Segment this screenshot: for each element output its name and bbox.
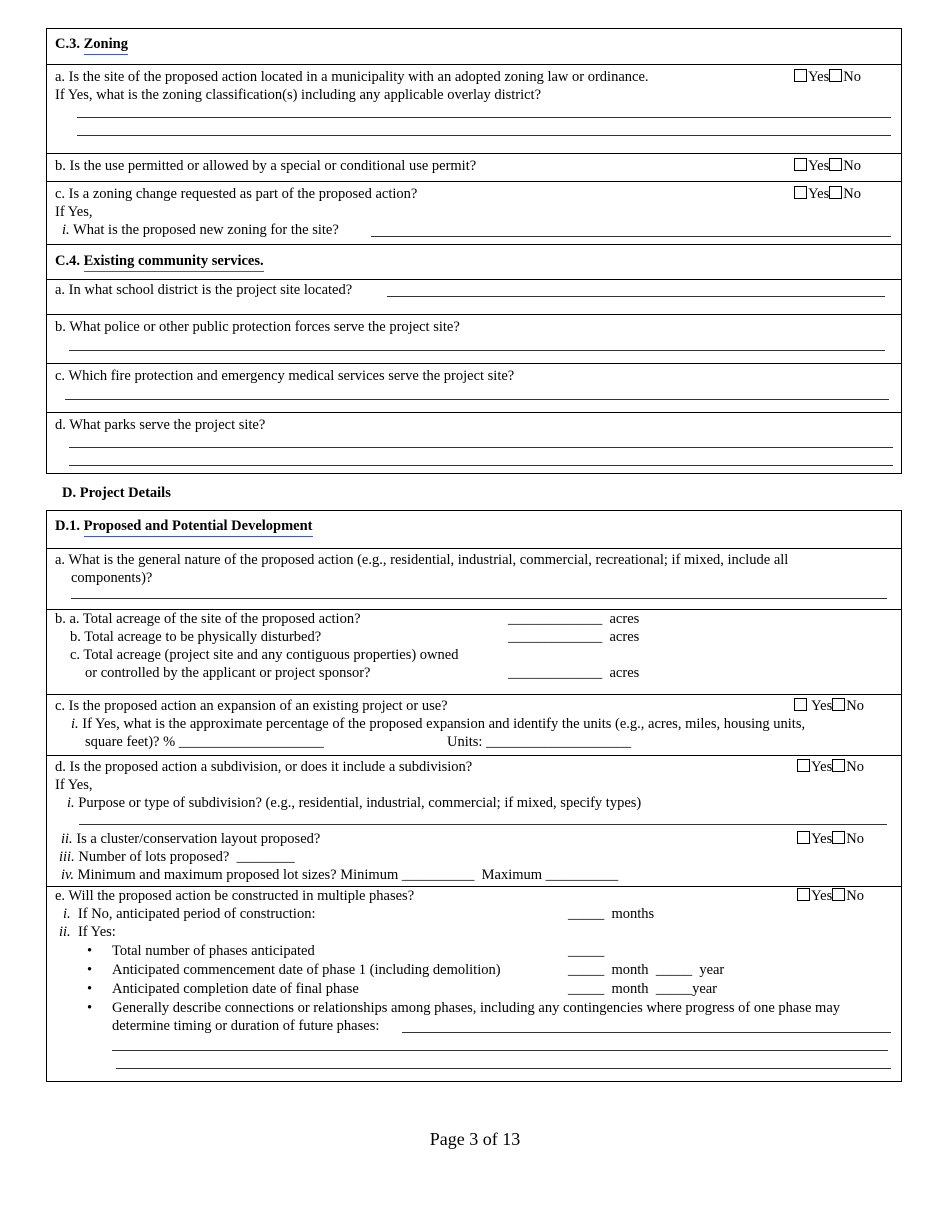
d1-a-question: a. What is the general nature of the proposed action (e.g., residential, industrial, commercial, recreational; if mixed, include all [55, 552, 789, 568]
d1-c-question: c. Is the proposed action an expansion of an existing project or use? [55, 698, 448, 714]
d1-c-units-label: Units: [447, 734, 483, 750]
d1-d-i [67, 794, 641, 812]
c3-b-no-checkbox[interactable] [829, 158, 842, 171]
d1-d-iii [59, 848, 295, 866]
d1-d-min-lot-input[interactable]: __________ [401, 867, 475, 883]
no-label: No [843, 69, 861, 85]
yes-label: Yes [811, 888, 833, 904]
acres-input[interactable]: _____________ [508, 629, 603, 645]
d1-number: D.1. [55, 518, 80, 534]
d1-question-a [47, 548, 901, 609]
yes-label: Yes [808, 158, 830, 174]
d1-b-a-question: b. a. Total acreage of the site of the proposed action? [55, 611, 361, 627]
d1-e-phases-label: Total number of phases anticipated [112, 943, 315, 959]
d1-question-e [47, 886, 901, 1082]
d1-e-commencement-year-input[interactable]: _____ [655, 962, 693, 978]
d1-a-question-cont: components)? [71, 570, 153, 586]
d1-e-i-question: If No, anticipated period of construction: [77, 906, 316, 922]
d1-b-c-acres [508, 664, 639, 682]
d1-d-if-yes: If Yes, [55, 777, 93, 793]
no-label: No [846, 698, 864, 714]
c3-c-i-question: What is the proposed new zoning for the site? [73, 222, 339, 238]
d1-d-yes-no [797, 758, 864, 776]
c4-question-b [47, 314, 901, 363]
c3-a-answer-line-2[interactable] [77, 135, 891, 136]
d1-e-i-number: i. [63, 906, 71, 922]
d1-d-max-label: Maximum [481, 867, 543, 883]
d1-c-yes-no [794, 697, 864, 715]
c3-a-question: a. Is the site of the proposed action located in a municipality with an adopted zoning law or ordinance. [55, 69, 649, 85]
year-label: year [699, 962, 725, 978]
bullet-icon: • [87, 943, 93, 959]
d1-question-c [47, 694, 901, 755]
d1-d-max-lot-input[interactable]: __________ [545, 867, 619, 883]
c3-b-yes-checkbox[interactable] [794, 158, 807, 171]
c4-question-d [47, 412, 901, 473]
c3-b-question: b. Is the use permitted or allowed by a special or conditional use permit? [55, 158, 477, 174]
d1-c-i-question-cont: square feet)? % [85, 734, 176, 750]
d1-e-question: e. Will the proposed action be constructed in multiple phases? [55, 888, 415, 904]
d1-d-ii-yes-checkbox[interactable] [797, 831, 810, 844]
yes-label: Yes [811, 759, 833, 775]
c3-question-a [47, 64, 901, 153]
c3-a-yes-checkbox[interactable] [794, 69, 807, 82]
d1-d-ii-number: ii. [61, 831, 73, 847]
c4-d-question: d. What parks serve the project site? [55, 417, 266, 433]
d1-c-no-checkbox[interactable] [832, 698, 845, 711]
months-label: months [611, 906, 655, 922]
c3-c-yes-checkbox[interactable] [794, 186, 807, 199]
yes-label: Yes [811, 698, 833, 714]
d1-b-c-question: c. Total acreage (project site and any contiguous properties) owned [70, 647, 459, 663]
d1-e-commencement-month-input[interactable]: _____ [568, 962, 605, 978]
d1-d-no-checkbox[interactable] [832, 759, 845, 772]
d1-d-i-answer-line[interactable] [79, 824, 887, 825]
yes-label: Yes [808, 186, 830, 202]
d1-d-iv-number: iv. [61, 867, 75, 883]
c4-b-answer-line[interactable] [69, 350, 885, 351]
c3-c-question: c. Is a zoning change requested as part of the proposed action? [55, 186, 418, 202]
d1-e-months [568, 905, 654, 923]
c3-c-i-number: i. [62, 222, 70, 238]
c3-c-yes-no [794, 185, 861, 203]
month-label: month [611, 981, 649, 997]
d1-d-iii-number: iii. [59, 849, 75, 865]
c4-question-a [47, 279, 901, 314]
c3-header [47, 29, 901, 64]
d1-header [47, 511, 901, 548]
c3-a-yes-no [794, 68, 861, 86]
d1-e-answer-line-1[interactable] [402, 1032, 891, 1033]
section-d-title: D. Project Details [62, 485, 171, 501]
section-c3-c4-box [46, 28, 902, 474]
d1-c-i [71, 715, 805, 733]
c3-title: Zoning [84, 35, 128, 55]
d1-d-iv [61, 866, 618, 884]
no-label: No [846, 759, 864, 775]
d1-e-i [63, 905, 315, 923]
d1-b-c-question-cont: or controlled by the applicant or project sponsor? [85, 665, 371, 681]
d1-b-b-question: b. Total acreage to be physically disturbed? [70, 629, 322, 645]
bullet-icon: • [87, 1000, 93, 1016]
d1-d-question: d. Is the proposed action a subdivision, or does it include a subdivision? [55, 759, 473, 775]
d1-e-answer-line-2[interactable] [112, 1050, 888, 1051]
d1-title: Proposed and Potential Development [84, 517, 313, 537]
yes-label: Yes [808, 69, 830, 85]
d1-e-completion-month-input[interactable]: _____ [568, 981, 605, 997]
bullet-icon: • [87, 981, 93, 997]
c3-a-followup: If Yes, what is the zoning classification(s) including any applicable overlay district? [55, 87, 542, 103]
no-label: No [843, 186, 861, 202]
d1-e-answer-line-3[interactable] [116, 1068, 891, 1069]
d1-e-yes-no [797, 887, 864, 905]
d1-e-commencement-label: Anticipated commencement date of phase 1 (including demolition) [112, 962, 501, 978]
acres-unit: acres [609, 665, 640, 681]
d1-b-a-acres [508, 610, 639, 628]
c3-c-new-zoning-line[interactable] [371, 236, 891, 237]
d1-d-iv-question: Minimum and maximum proposed lot sizes? Minimum [77, 867, 399, 883]
d1-c-units [447, 733, 631, 751]
c3-c-if-yes: If Yes, [55, 204, 93, 220]
c3-a-answer-line-1[interactable] [77, 117, 891, 118]
c3-number: C.3. [55, 36, 80, 52]
c4-c-answer-line[interactable] [65, 399, 889, 400]
d1-c-percent-input[interactable]: ____________________ [178, 734, 324, 750]
d1-e-relationships-label-cont: determine timing or duration of future phases: [112, 1018, 380, 1034]
page-number: Page 3 of 13 [429, 1129, 521, 1149]
bullet-icon: • [87, 962, 93, 978]
d1-e-yes-checkbox[interactable] [797, 888, 810, 901]
month-label: month [611, 962, 649, 978]
c4-a-question: a. In what school district is the project site located? [55, 282, 353, 298]
d1-d-i-question: Purpose or type of subdivision? (e.g., residential, industrial, commercial; if mixed, specify types) [78, 795, 642, 811]
d1-b-b-acres [508, 628, 639, 646]
d1-e-completion-label: Anticipated completion date of final phase [112, 981, 359, 997]
c4-header [47, 244, 901, 279]
d1-d-iii-question: Number of lots proposed? [78, 849, 230, 865]
d1-c-i-question: If Yes, what is the approximate percentage of the proposed expansion and identify the units (e.g., acres, miles, housing units, [82, 716, 806, 732]
c3-question-c [47, 181, 901, 244]
d1-e-phases-input[interactable]: _____ [568, 943, 605, 959]
d1-question-d [47, 755, 901, 886]
d1-d-ii-yes-no [797, 830, 864, 848]
c3-c-i [62, 221, 339, 239]
no-label: No [846, 888, 864, 904]
d1-d-ii [61, 830, 320, 848]
d1-e-ii [59, 923, 116, 941]
d1-d-ii-question: Is a cluster/conservation layout proposed? [76, 831, 321, 847]
d1-c-units-input[interactable]: ____________________ [486, 734, 632, 750]
c4-number: C.4. [55, 253, 80, 269]
d1-e-relationships-label: Generally describe connections or relationships among phases, including any contingencies where progress of one phase may [112, 1000, 841, 1016]
acres-unit: acres [609, 629, 640, 645]
d1-e-ii-question: If Yes: [77, 924, 116, 940]
section-d1-box [46, 510, 902, 1082]
no-label: No [843, 158, 861, 174]
d1-e-ii-number: ii. [59, 924, 71, 940]
d1-d-i-number: i. [67, 795, 75, 811]
d1-c-i-number: i. [71, 716, 79, 732]
c4-d-answer-line-1[interactable] [69, 447, 893, 448]
c4-d-answer-line-2[interactable] [69, 465, 893, 466]
acres-input[interactable]: _____________ [508, 665, 603, 681]
d1-e-completion-year-input[interactable]: _____year [655, 981, 718, 997]
acres-input[interactable]: _____________ [508, 611, 603, 627]
c3-c-no-checkbox[interactable] [829, 186, 842, 199]
d1-c-yes-checkbox[interactable] [794, 698, 807, 711]
no-label: No [846, 831, 864, 847]
yes-label: Yes [811, 831, 833, 847]
c4-c-question: c. Which fire protection and emergency medical services serve the project site? [55, 368, 515, 384]
c4-title: Existing community services. [84, 252, 264, 272]
c3-b-yes-no [794, 157, 861, 175]
c4-a-answer-line[interactable] [387, 296, 885, 297]
d1-a-answer-line[interactable] [71, 598, 887, 599]
c3-a-no-checkbox[interactable] [829, 69, 842, 82]
c4-b-question: b. What police or other public protection forces serve the project site? [55, 319, 460, 335]
d1-d-yes-checkbox[interactable] [797, 759, 810, 772]
d1-e-no-checkbox[interactable] [832, 888, 845, 901]
d1-c-i-cont [85, 733, 324, 751]
acres-unit: acres [609, 611, 640, 627]
d1-e-months-input[interactable]: _____ [568, 906, 605, 922]
d1-d-ii-no-checkbox[interactable] [832, 831, 845, 844]
d1-d-lots-input[interactable]: ________ [236, 849, 295, 865]
d1-question-b [47, 609, 901, 694]
c3-question-b [47, 153, 901, 181]
d1-e-completion-date [568, 980, 717, 998]
d1-e-commencement-date [568, 961, 724, 979]
c4-question-c [47, 363, 901, 412]
